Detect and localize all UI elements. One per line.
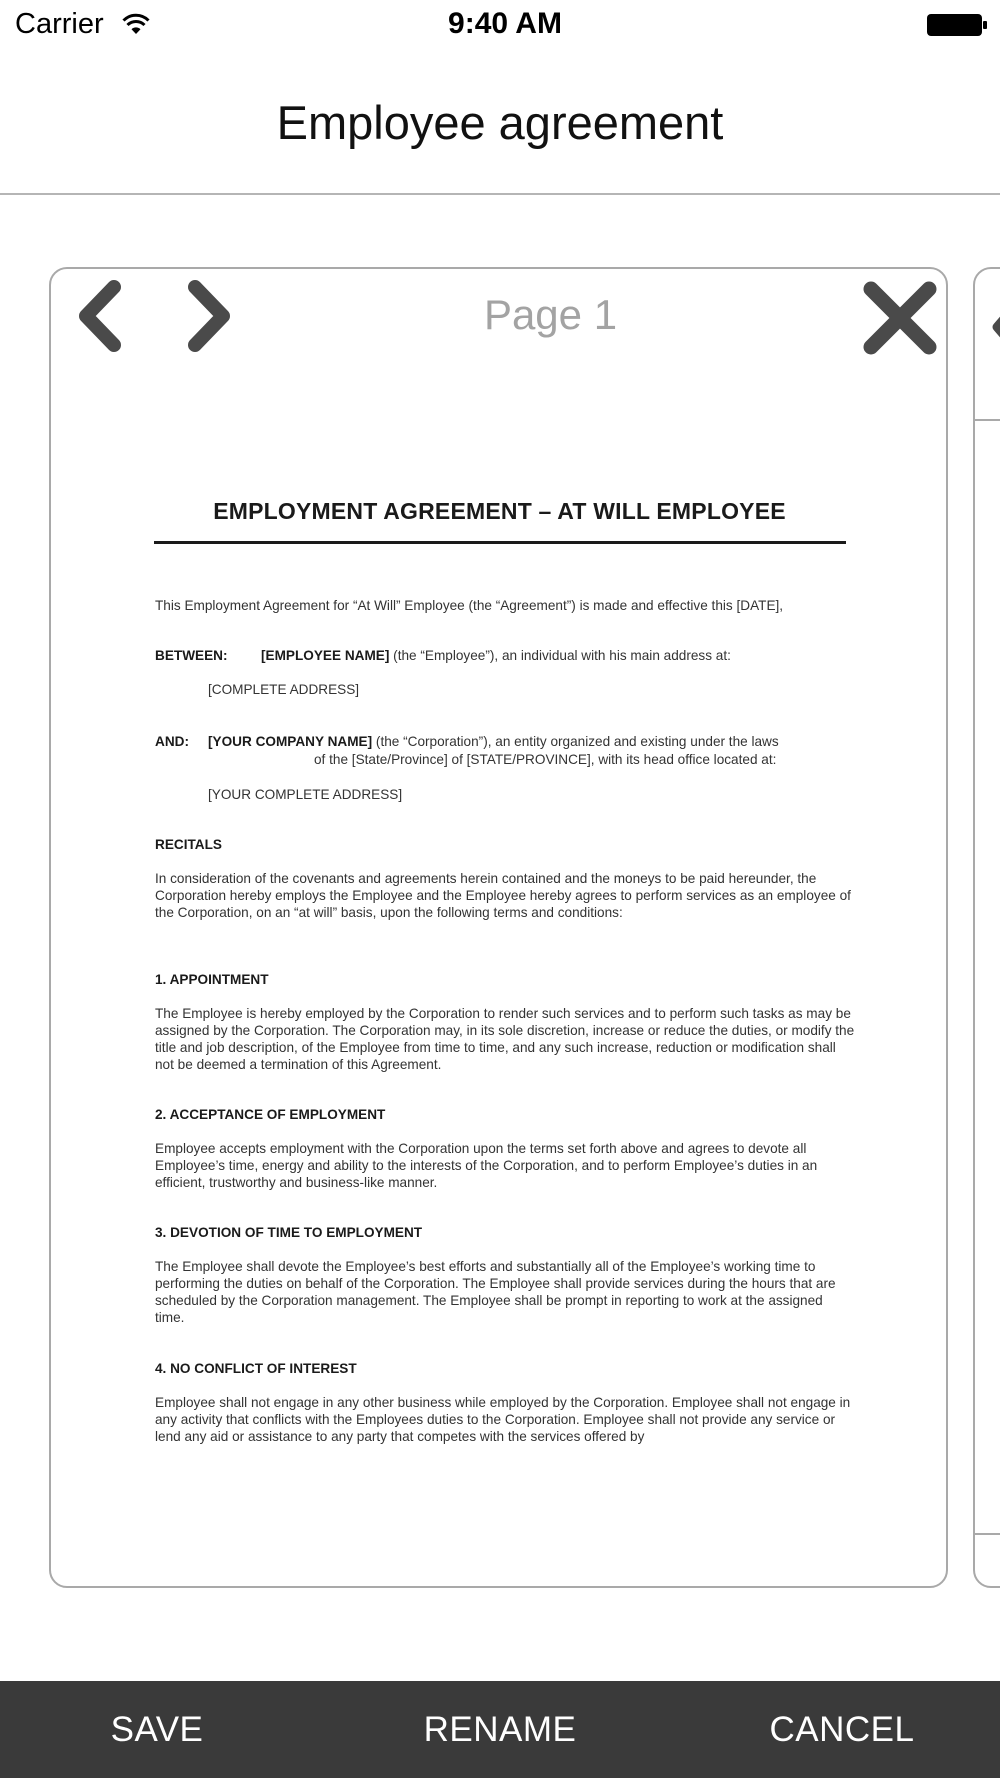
bottom-toolbar: [0, 1681, 1000, 1778]
employee-address: [COMPLETE ADDRESS]: [208, 682, 360, 697]
section-paragraph: Employee shall not engage in any other business while employed by the Corporation. Employee shall not engage in any activity that conflicts with the Employees duties to the Corporation. Employee shall not provide any service or lend any aid or assistance to any party that competes with the services offered by: [155, 1395, 851, 1444]
employee-line: [261, 647, 851, 664]
section-heading: 2. ACCEPTANCE OF EMPLOYMENT: [155, 1107, 386, 1122]
company-address: [YOUR COMPLETE ADDRESS]: [208, 787, 403, 802]
employee-name: [EMPLOYEE NAME]: [261, 648, 390, 663]
between-label: BETWEEN:: [155, 648, 228, 663]
company-name: [YOUR COMPANY NAME]: [208, 734, 373, 749]
carrier-label: Carrier: [15, 8, 104, 40]
cancel-button[interactable]: CANCEL: [769, 1710, 915, 1749]
page-card: [49, 267, 948, 1588]
company-line-2: of the [State/Province] of [STATE/PROVINCE], with its head office located at:: [314, 752, 777, 767]
document-page: [51, 269, 946, 1586]
status-bar: [0, 0, 1000, 50]
section-heading: 3. DEVOTION OF TIME TO EMPLOYMENT: [155, 1225, 423, 1240]
clock: 9:40 AM: [448, 7, 562, 40]
navigation-bar: [0, 50, 1000, 195]
divider: [975, 419, 1000, 421]
chevron-left-icon: [991, 307, 1000, 347]
and-label: AND:: [155, 734, 189, 749]
employee-line-text: (the “Employee”), an individual with his main address at:: [393, 648, 731, 663]
section-paragraph: The Employee is hereby employed by the Corporation to render such services and to perform such tasks as may be assigned by the Corporation. The Corporation may, in its sole discretion, increase or reduce the duties, or modify the title and job description, of the Employee from time to time, and any such increase, reduction or modification shall not be deemed a termination of this Agreement.: [155, 1006, 855, 1072]
recitals-heading: RECITALS: [155, 837, 222, 852]
document-title: EMPLOYMENT AGREEMENT – AT WILL EMPLOYEE: [213, 498, 786, 524]
close-icon: [859, 279, 941, 359]
intro-paragraph: This Employment Agreement for “At Will” Employee (the “Agreement”) is made and effective this [DATE],: [155, 598, 784, 613]
section-paragraph: The Employee shall devote the Employee’s best efforts and substantially all of the Employee’s working time to performing the duties on behalf of the Corporation. The Employee shall provide services during the hours that are scheduled by the Corporation management. The Employee shall be prompt in reporting to work at the assigned time.: [155, 1259, 836, 1325]
save-button[interactable]: SAVE: [110, 1710, 204, 1749]
rename-button[interactable]: RENAME: [423, 1710, 577, 1749]
page-title: Employee agreement: [276, 96, 724, 149]
divider: [975, 1533, 1000, 1535]
next-page-card[interactable]: [973, 267, 1000, 1588]
company-line: [208, 733, 858, 750]
section-paragraph: Employee accepts employment with the Corporation upon the terms set forth above and agrees to devote all Employee’s time, energy and ability to the interests of the Corporation, and to perform Employee’s duties in an efficient, trustworthy and business-like manner.: [155, 1141, 818, 1190]
battery-icon: [926, 12, 988, 38]
section-heading: 4. NO CONFLICT OF INTEREST: [155, 1361, 357, 1376]
close-page-button[interactable]: [859, 279, 941, 359]
page-number-label: Page 1: [483, 291, 618, 338]
recitals-paragraph: In consideration of the covenants and agreements herein contained and the moneys to be paid hereunder, the Corporation hereby employs the Employee and the Employee hereby agrees to perform services as an employee of the Corporation, on an “at will” basis, upon the following terms and conditions:: [155, 871, 851, 920]
company-line-text: (the “Corporation”), an entity organized and existing under the laws: [375, 734, 779, 749]
title-rule: [154, 541, 846, 544]
section-heading: 1. APPOINTMENT: [155, 972, 269, 987]
